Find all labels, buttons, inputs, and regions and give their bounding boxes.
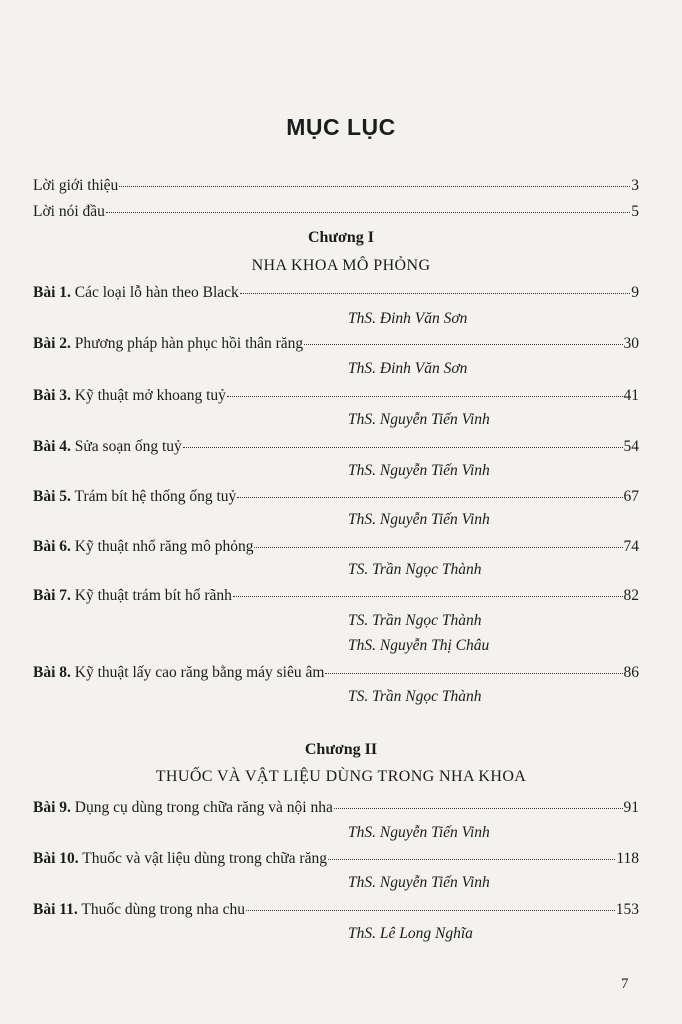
lesson-number: Bài 7.	[33, 587, 71, 604]
chapter-heading: Chương II	[304, 741, 378, 758]
lesson-author: ThS. Đinh Văn Sơn	[348, 310, 468, 327]
entry-page: 118	[616, 850, 639, 867]
leader-dots	[227, 395, 623, 397]
leader-dots	[254, 546, 622, 548]
lesson-author: ThS. Nguyễn Tiến Vinh	[348, 511, 490, 528]
lesson-number: Bài 3.	[33, 387, 71, 404]
lesson-author: TS. Trần Ngọc Thành	[348, 688, 482, 705]
leader-dots	[325, 672, 622, 674]
lesson-title: Kỹ thuật trám bít hố rãnh	[74, 587, 232, 604]
lesson-title: Kỹ thuật nhổ răng mô phỏng	[74, 538, 254, 555]
toc-entry-lesson-8[interactable]	[33, 664, 639, 682]
leader-dots	[334, 807, 623, 809]
entry-page: 86	[623, 664, 639, 681]
entry-page: 91	[623, 799, 639, 816]
lesson-author: ThS. Nguyễn Tiến Vinh	[348, 462, 490, 479]
entry-page: 9	[631, 284, 639, 301]
leader-dots	[304, 343, 622, 345]
entry-page: 5	[631, 203, 639, 220]
lesson-number: Bài 4.	[33, 438, 71, 455]
lesson-number: Bài 11.	[33, 901, 78, 918]
lesson-number: Bài 8.	[33, 664, 71, 681]
entry-page: 30	[623, 335, 639, 352]
leader-dots	[246, 909, 615, 911]
toc-entry-lesson-6[interactable]	[33, 538, 639, 556]
lesson-author: ThS. Lê Long Nghĩa	[348, 925, 473, 942]
leader-dots	[119, 185, 630, 187]
entry-page: 54	[623, 438, 639, 455]
entry-page: 153	[615, 901, 639, 918]
lesson-author: ThS. Nguyễn Tiến Vinh	[348, 411, 490, 428]
leader-dots	[233, 595, 623, 597]
lesson-number: Bài 2.	[33, 335, 71, 352]
entry-page: 41	[623, 387, 639, 404]
toc-entry-lesson-9[interactable]	[33, 799, 639, 817]
lesson-title: Kỹ thuật lấy cao răng bằng máy siêu âm	[74, 664, 325, 681]
toc-entry-lesson-1[interactable]	[33, 284, 639, 302]
lesson-author: ThS. Đinh Văn Sơn	[348, 360, 468, 377]
lesson-title: Kỹ thuật mở khoang tuỷ	[74, 387, 226, 404]
toc-entry-lesson-10[interactable]	[33, 850, 639, 868]
entry-label: Lời nói đầu	[33, 203, 105, 220]
lesson-number: Bài 6.	[33, 538, 71, 555]
lesson-number: Bài 10.	[33, 850, 79, 867]
lesson-number: Bài 1.	[33, 284, 71, 301]
toc-entry-lesson-7[interactable]	[33, 587, 639, 605]
lesson-title: Sửa soạn ống tuỷ	[74, 438, 182, 455]
entry-page: 67	[623, 488, 639, 505]
leader-dots	[183, 446, 623, 448]
leader-dots	[328, 858, 615, 860]
leader-dots	[106, 211, 630, 213]
leader-dots	[237, 496, 622, 498]
chapter-heading: Chương I	[307, 229, 375, 246]
lesson-author: ThS. Nguyễn Tiến Vinh	[348, 874, 490, 891]
chapter-title: THUỐC VÀ VẬT LIỆU DÙNG TRONG NHA KHOA	[155, 768, 527, 785]
lesson-number: Bài 9.	[33, 799, 71, 816]
entry-page: 3	[631, 177, 639, 194]
toc-entry-lesson-2[interactable]	[33, 335, 639, 353]
lesson-author: ThS. Nguyễn Thị Châu	[348, 637, 490, 654]
toc-entry-lesson-3[interactable]	[33, 387, 639, 405]
toc-entry-lesson-4[interactable]	[33, 438, 639, 456]
entry-label: Lời giới thiệu	[33, 177, 119, 194]
page-number: 7	[621, 976, 629, 992]
lesson-author: ThS. Nguyễn Tiến Vinh	[348, 824, 490, 841]
toc-entry-intro[interactable]	[33, 177, 639, 195]
lesson-title: Thuốc và vật liệu dùng trong chữa răng	[82, 850, 327, 867]
lesson-title: Dụng cụ dùng trong chữa răng và nội nha	[74, 799, 333, 816]
lesson-number: Bài 5.	[33, 488, 71, 505]
entry-page: 82	[623, 587, 639, 604]
toc-entry-lesson-5[interactable]	[33, 488, 639, 506]
toc-entry-lesson-11[interactable]	[33, 901, 639, 919]
entry-page: 74	[623, 538, 639, 555]
lesson-title: Trám bít hệ thống ống tuỷ	[74, 488, 237, 505]
toc-entry-preface[interactable]	[33, 203, 639, 221]
lesson-title: Phương pháp hàn phục hồi thân răng	[74, 335, 304, 352]
lesson-author: TS. Trần Ngọc Thành	[348, 612, 482, 629]
lesson-title: Các loại lỗ hàn theo Black	[74, 284, 239, 301]
chapter-title: NHA KHOA MÔ PHỎNG	[251, 257, 431, 274]
leader-dots	[240, 292, 630, 294]
lesson-title: Thuốc dùng trong nha chu	[81, 901, 245, 918]
lesson-author: TS. Trần Ngọc Thành	[348, 561, 482, 578]
page-title: MỤC LỤC	[286, 114, 396, 140]
